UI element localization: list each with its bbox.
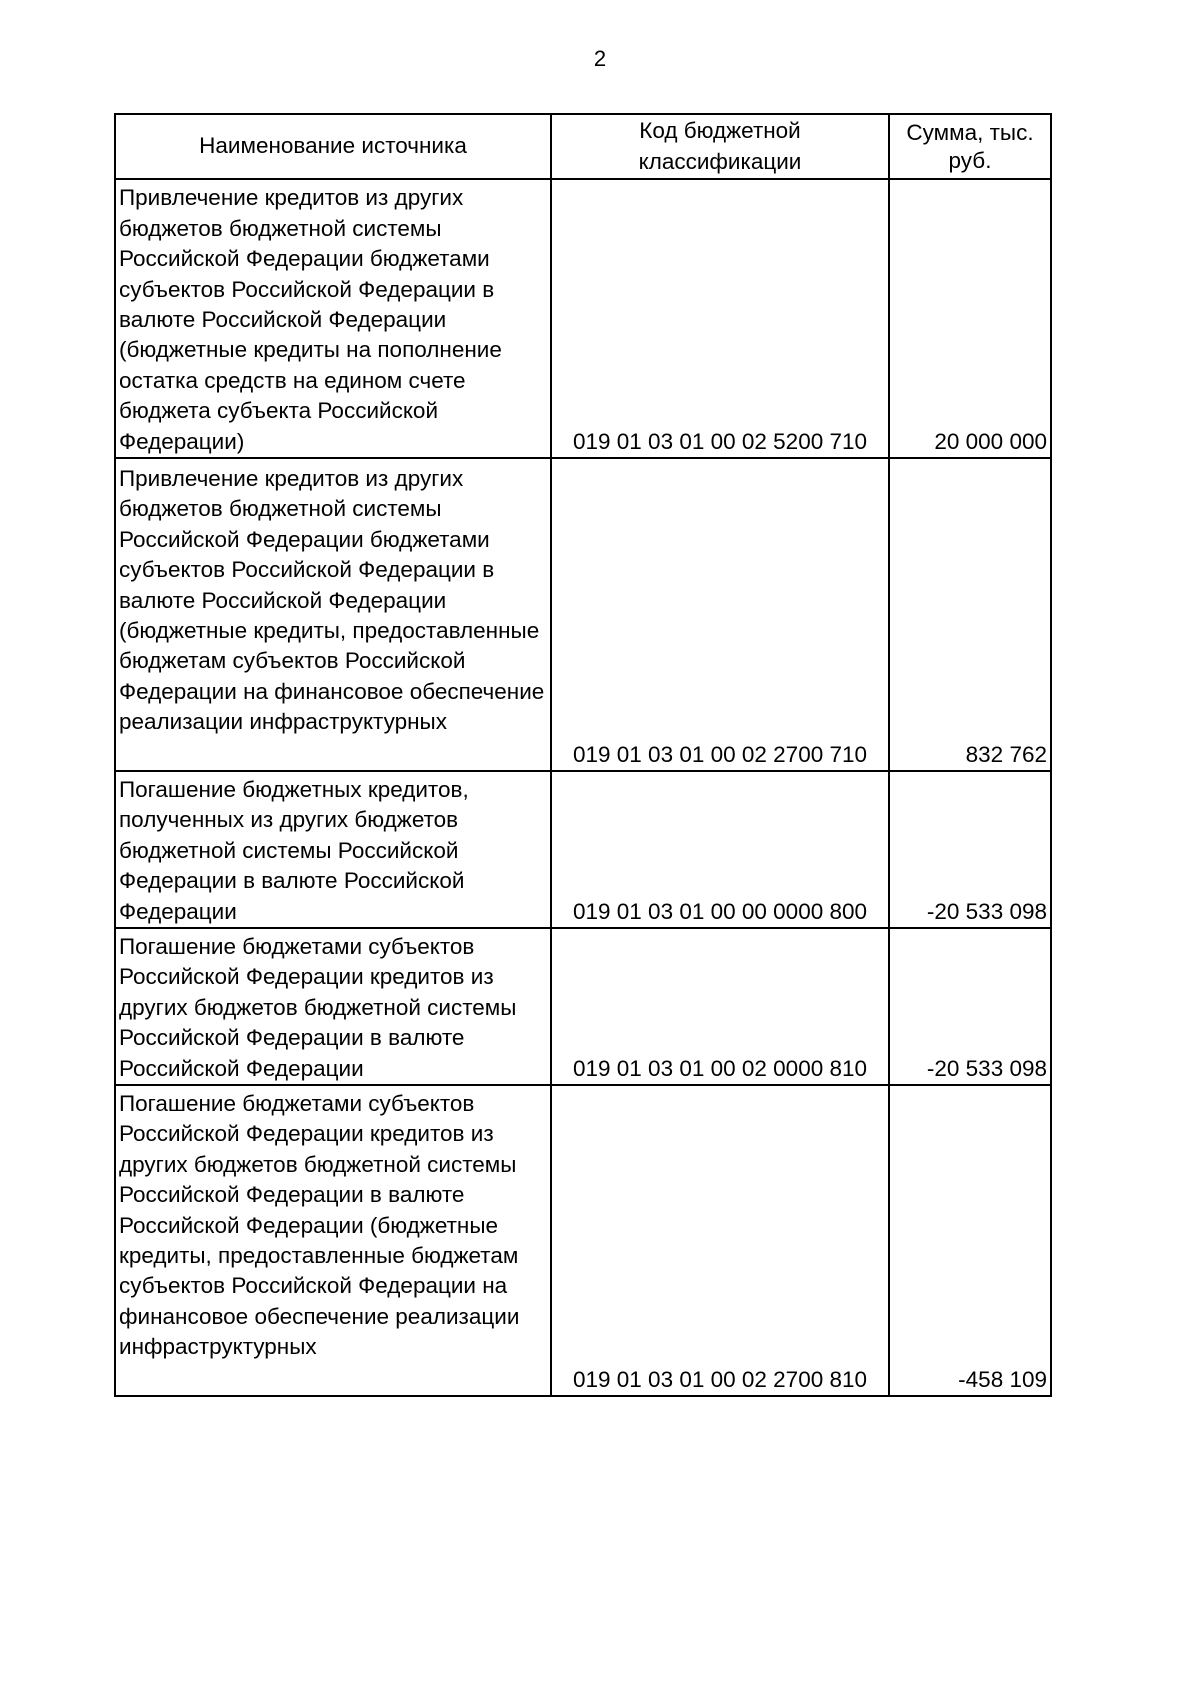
table-row — [115, 771, 1051, 928]
header-amount: Сумма, тыс. руб. — [889, 114, 1051, 179]
source-name: Привлечение кредитов из других бюджетов бюджетной системы Российской Федерации бюджетами субъектов Российской Федерации в валюте Российской Федерации (бюджетные кредиты, предоставленные бюджетам субъектов Российской Федерации на финансовое обеспечение реализации инфраструктурных — [119, 466, 545, 735]
amount-cell: 832 762 — [889, 458, 1051, 771]
source-name-cell — [115, 179, 551, 458]
source-name: Погашение бюджетами субъектов Российской Федерации кредитов из других бюджетов бюджетной системы Российской Федерации в валюте Российской Федерации (бюджетные кредиты, предоставленные бюджетам субъектов Российской Федерации на финансовое обеспечение реализации инфраструктурных — [119, 1091, 520, 1360]
budget-code-cell: 019 01 03 01 00 02 5200 710 — [551, 179, 889, 458]
header-name: Наименование источника — [115, 114, 551, 179]
budget-code-cell: 019 01 03 01 00 00 0000 800 — [551, 771, 889, 928]
amount-cell: -458 109 — [889, 1085, 1051, 1396]
table-row — [115, 458, 1051, 771]
amount-cell: -20 533 098 — [889, 771, 1051, 928]
amount-cell: -20 533 098 — [889, 928, 1051, 1085]
source-name-cell — [115, 928, 551, 1085]
budget-code-cell: 019 01 03 01 00 02 2700 810 — [551, 1085, 889, 1396]
source-name: Погашение бюджетных кредитов, полученных из других бюджетов бюджетной системы Российской Федерации в валюте Российской Федерации — [119, 776, 469, 924]
header-code: Код бюджетной классификации — [551, 114, 889, 179]
budget-code-cell: 019 01 03 01 00 02 0000 810 — [551, 928, 889, 1085]
source-name-cell — [115, 1085, 551, 1396]
source-name: Привлечение кредитов из других бюджетов бюджетной системы Российской Федерации бюджетами субъектов Российской Федерации в валюте Российской Федерации (бюджетные кредиты на пополнение остатка средств на едином счете бюджета субъекта Российской Федерации) — [119, 185, 502, 454]
amount-cell: 20 000 000 — [889, 179, 1051, 458]
table-row — [115, 928, 1051, 1085]
table-row — [115, 1085, 1051, 1396]
table-row — [115, 179, 1051, 458]
sources-table — [114, 113, 1052, 1397]
source-name: Погашение бюджетами субъектов Российской Федерации кредитов из других бюджетов бюджетной системы Российской Федерации в валюте Российской Федерации — [119, 933, 517, 1081]
source-name-cell — [115, 771, 551, 928]
page-number: 2 — [593, 46, 607, 71]
table-header-row — [115, 114, 1051, 179]
source-name-cell — [115, 458, 551, 771]
budget-code-cell: 019 01 03 01 00 02 2700 710 — [551, 458, 889, 771]
